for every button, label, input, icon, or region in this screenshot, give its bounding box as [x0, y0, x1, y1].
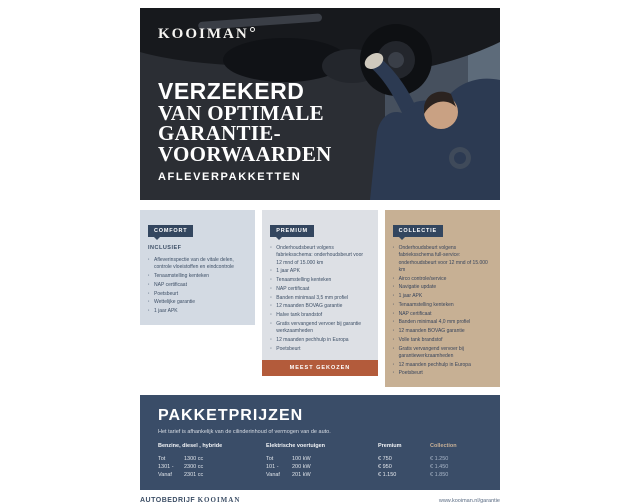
kooiman-logo-text: KOOIMAN: [158, 26, 249, 42]
headline-line-3: GARANTIE-: [158, 121, 281, 146]
headline-line-1: VERZEKERD: [158, 78, 305, 104]
package-feature: · 12 maanden BOVAG garantie: [270, 303, 369, 310]
package-feature: · Halve tank brandstof: [270, 312, 369, 319]
package-feature: · 12 maanden pechhulp in Europa: [393, 362, 492, 369]
package-feature: · Tenaamstelling kenteken: [148, 273, 247, 280]
package-feature: · Poetsbeurt: [148, 291, 247, 298]
comfort-badge: COMFORT: [148, 225, 193, 237]
package-feature: · Volle tank brandstof: [393, 337, 492, 344]
fuel-cell: Tot 1300 cc: [158, 456, 204, 462]
package-feature: · Banden minimaal 4,0 mm profiel: [393, 319, 492, 326]
comfort-feature-list: [148, 257, 247, 315]
collection-price-cell: € 1.450: [430, 464, 449, 470]
hero-headline: [158, 80, 332, 164]
column-header-premium: Premium: [378, 443, 402, 449]
electric-cell: Vanaf 201 kW: [266, 472, 311, 478]
company-name: [140, 496, 240, 504]
premium-price-cell: € 950: [378, 464, 392, 470]
package-cards-row: [140, 210, 500, 387]
pricing-title: PAKKETPRIJZEN: [158, 407, 304, 424]
pricing-subtitle: Het tarief is afhankelijk van de cilinderinhoud of vermogen van de auto.: [158, 429, 331, 435]
collection-price-cell: € 1.250: [430, 456, 449, 462]
column-header-fuel: Benzine, diesel , hybride: [158, 443, 223, 449]
package-feature: · Gratis vervangend vervoer bij garantie werkzaamheden: [270, 321, 369, 336]
column-header-electric: Elektrische voertuigen: [266, 443, 325, 449]
price-table: [158, 443, 484, 478]
package-feature: · Gratis vervangend vervoer bij garantiewerkzaamheden: [393, 346, 492, 361]
kooiman-logo: [158, 26, 255, 43]
package-card-comfort: [140, 210, 255, 325]
package-feature: · Tenaamstelling kenteken: [393, 302, 492, 309]
package-feature: · 12 maanden BOVAG garantie: [393, 328, 492, 335]
package-feature: · NAP certificaat: [270, 286, 369, 293]
premium-price-cell: € 750: [378, 456, 392, 462]
package-feature: · Poetsbeurt: [270, 346, 369, 353]
footer: [140, 496, 500, 504]
package-feature: · Banden minimaal 3,5 mm profiel: [270, 295, 369, 302]
package-feature: · Afleverinspectie van de vitale delen, controle vloeistoffen en eindcontrole: [148, 257, 247, 272]
package-feature: · 1 jaar APK: [393, 293, 492, 300]
electric-cell: Tot 100 kW: [266, 456, 311, 462]
package-feature: · Onderhoudsbeurt volgens fabrieksschema: onderhoudsbeurt voor 12 mnd of 15.000 km: [270, 245, 369, 267]
fuel-cell: Vanaf 2301 cc: [158, 472, 204, 478]
package-card-premium: [262, 210, 377, 376]
package-feature: · 1 jaar APK: [270, 268, 369, 275]
company-serif-name: KOOIMAN: [197, 496, 241, 504]
package-prices-section: [140, 395, 500, 490]
headline-line-4: VOORWAARDEN: [158, 141, 332, 166]
premium-badge: PREMIUM: [270, 225, 314, 237]
most-chosen-button[interactable]: MEEST GEKOZEN: [262, 360, 377, 376]
package-feature: · Tenaamstelling kenteken: [270, 277, 369, 284]
premium-price-cell: € 1.150: [378, 472, 397, 478]
company-prefix: AUTOBEDRIJF: [140, 497, 196, 504]
package-feature: · Airco controle/service: [393, 276, 492, 283]
premium-feature-list: [270, 245, 369, 353]
collection-price-cell: € 1.850: [430, 472, 449, 478]
logo-registered-mark-icon: [250, 27, 255, 32]
fuel-cell: 1301 - 2300 cc: [158, 464, 204, 470]
package-feature: · Poetsbeurt: [393, 370, 492, 377]
package-feature: · 1 jaar APK: [148, 308, 247, 315]
package-feature: · NAP certificaat: [148, 282, 247, 289]
website-link[interactable]: www.kooiman.nl/garantie: [438, 498, 500, 504]
headline-line-2: VAN OPTIMALE: [158, 101, 324, 125]
electric-cell: 101 - 200 kW: [266, 464, 311, 470]
comfort-heading: INCLUSIEF: [148, 245, 182, 251]
column-header-collection: Collection: [430, 443, 457, 449]
flyer-page: [140, 0, 500, 504]
collectie-feature-list: [393, 245, 492, 378]
package-feature: · NAP certificaat: [393, 311, 492, 318]
hero-subheadline: AFLEVERPAKKETTEN: [158, 171, 302, 183]
package-feature: · Wettelijke garantie: [148, 299, 247, 306]
hero-section: [140, 8, 500, 200]
collectie-badge: COLLECTIE: [393, 225, 443, 237]
package-feature: · 12 maanden pechhulp in Europa: [270, 337, 369, 344]
package-feature: · Onderhoudsbeurt volgens fabrieksschema full-service: onderhoudsbeurt voor 12 mnd of 15.000 km: [393, 245, 492, 274]
package-card-collectie: [385, 210, 500, 387]
package-feature: · Navigatie update: [393, 284, 492, 291]
